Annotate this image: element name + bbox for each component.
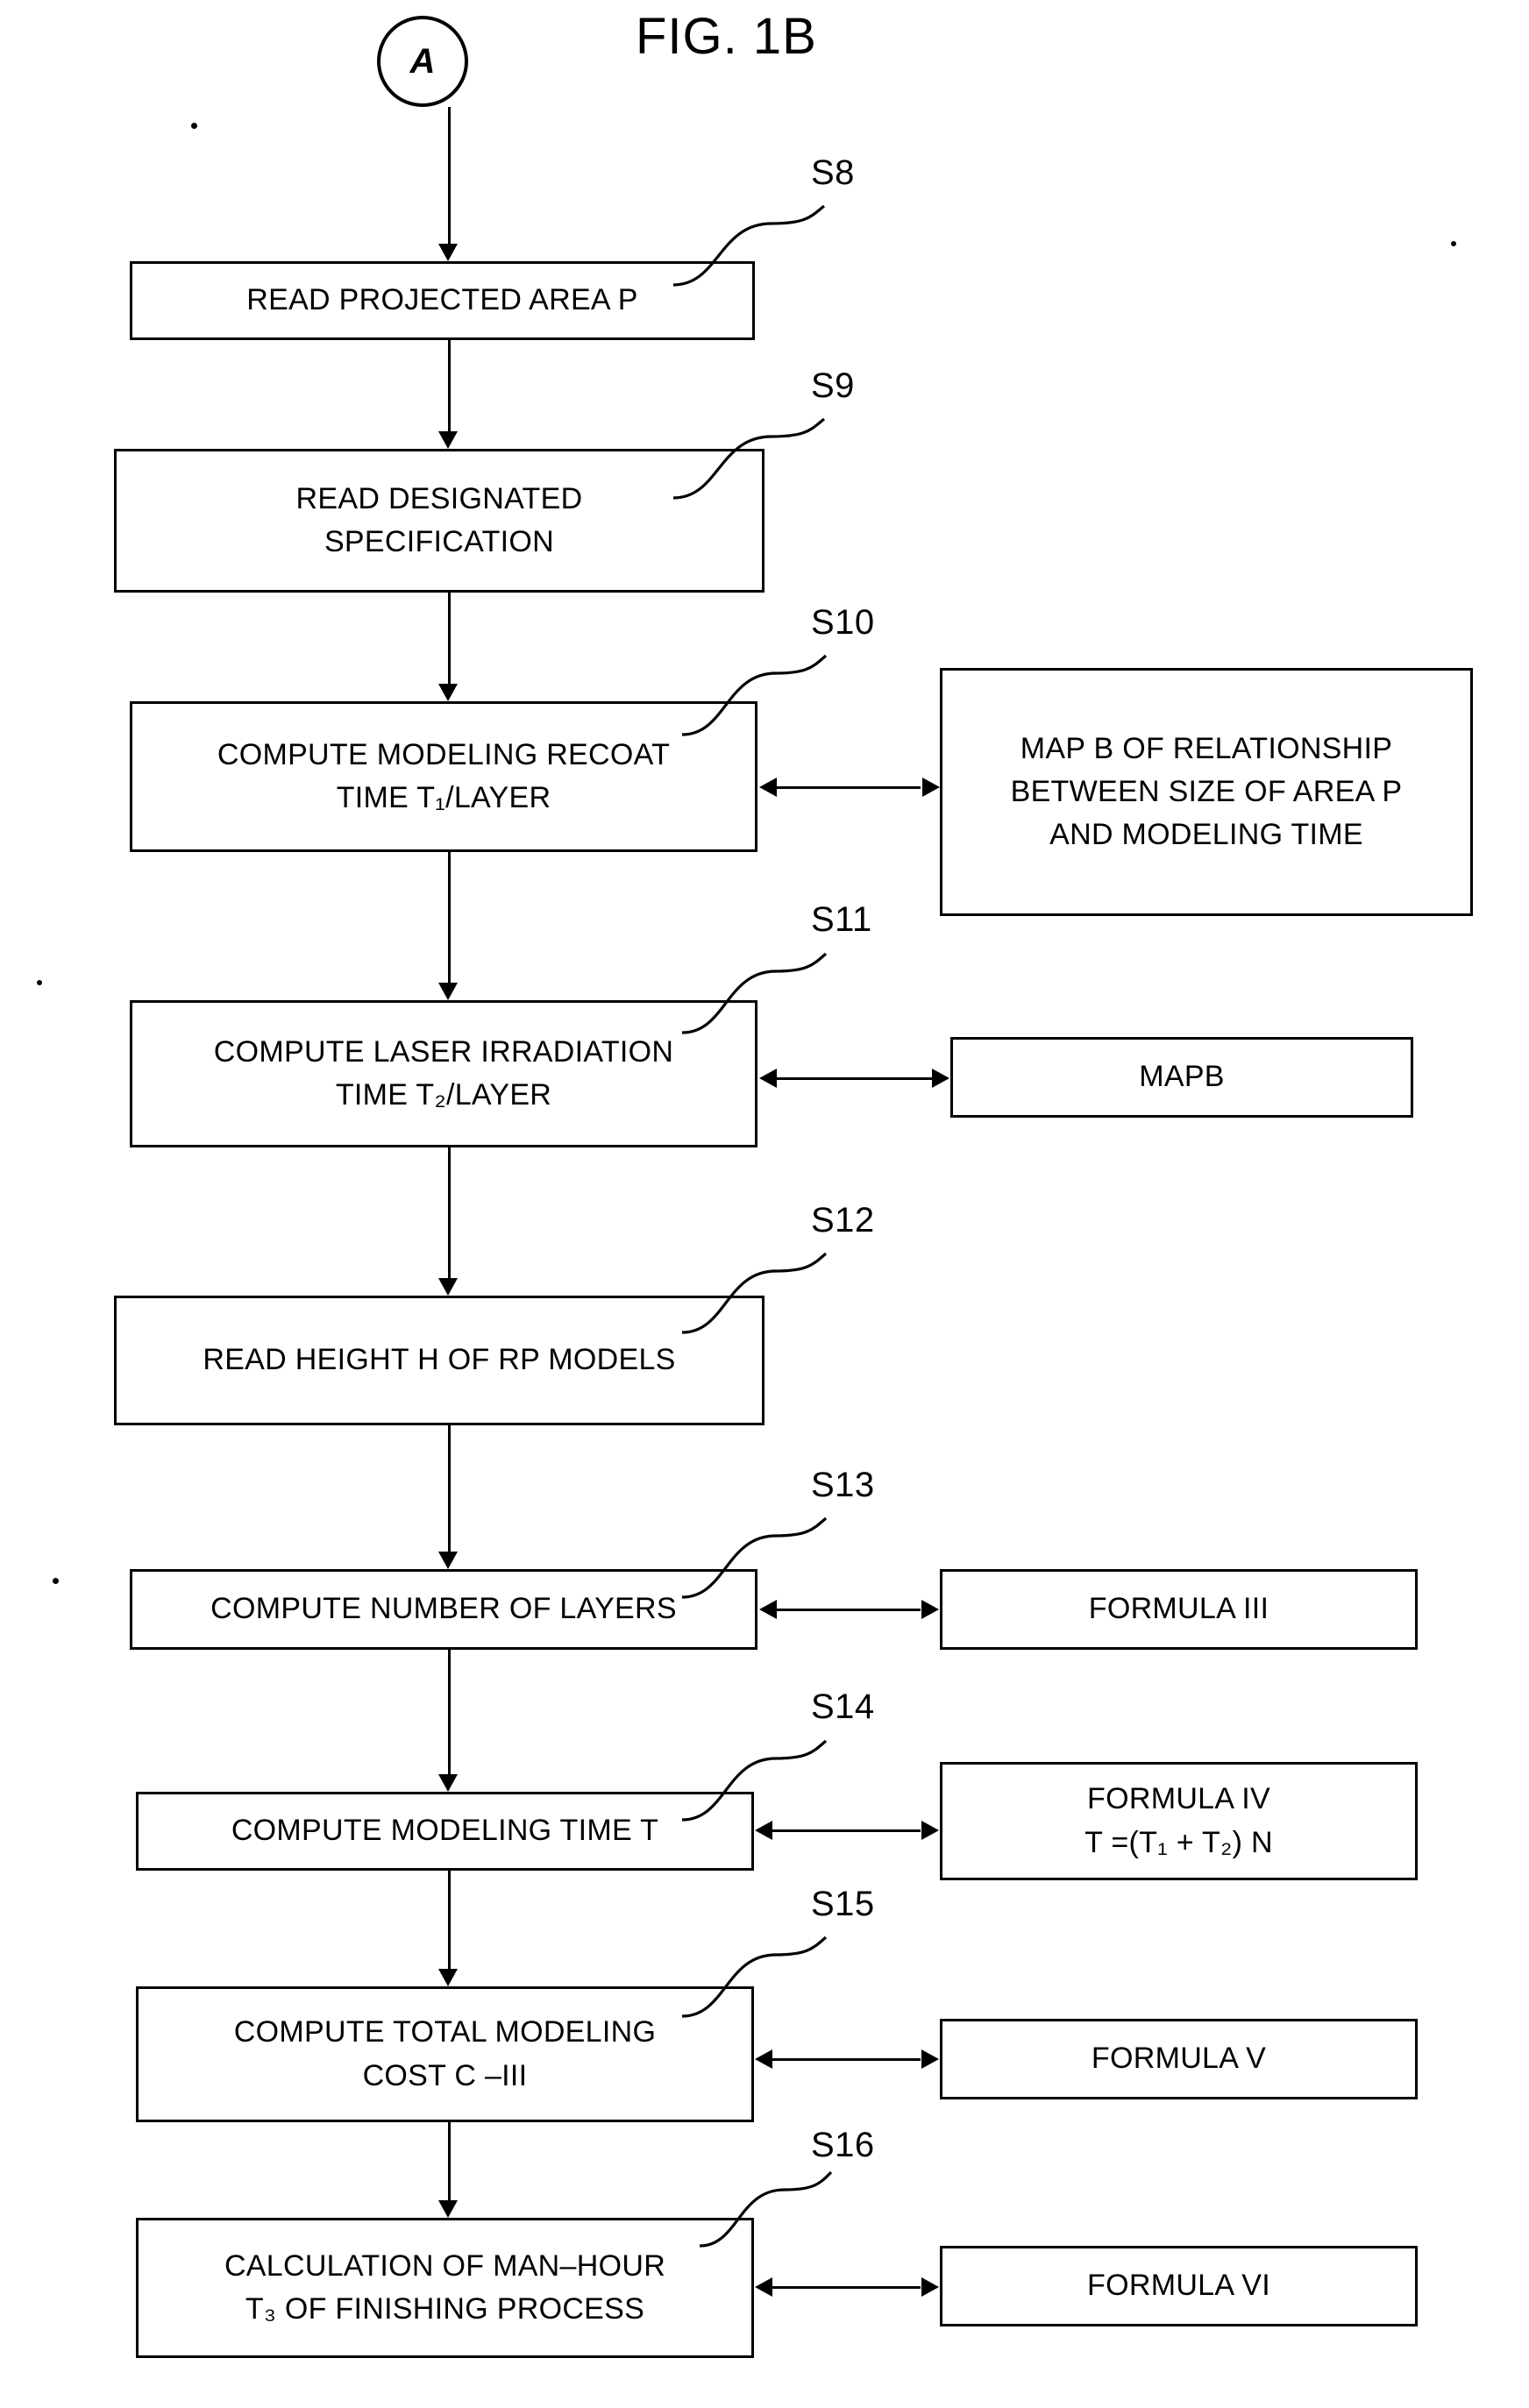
flow-line-s11-s12 [448,1147,451,1283]
flow-arrow-s14-s15 [438,1969,458,1986]
step-box-s9-line-2: SPECIFICATION [324,525,555,558]
flow-line-s8-s9 [448,340,451,437]
scan-speck [1451,241,1456,246]
step-box-s13 [130,1569,757,1650]
step-box-s8 [130,261,755,340]
link-line-s11-mapb [776,1077,932,1080]
step-box-s13-line-1: COMPUTE NUMBER OF LAYERS [210,1592,677,1626]
leader-line-s10 [675,647,859,743]
flow-arrow-a-s8 [438,244,458,261]
side-box-mapb-detail-line-3: AND MODELING TIME [1049,818,1363,852]
link-arrow-right-mapb2 [932,1069,949,1088]
link-arrow-right-formula4 [921,1821,939,1840]
flow-line-s10-s11 [448,852,451,988]
flow-line-s15-s16 [448,2122,451,2206]
step-box-s11 [130,1000,757,1147]
step-label-s10: S10 [811,603,875,642]
step-box-s10-line-1: COMPUTE MODELING RECOAT [217,737,671,771]
link-arrow-right-formula5 [921,2049,939,2069]
scan-speck [37,980,42,985]
leader-line-s11 [675,945,859,1041]
leader-line-s9 [666,410,859,507]
side-box-formula-4-line-1: FORMULA IV [1087,1782,1270,1816]
side-box-mapb-detail-line-2: BETWEEN SIZE OF AREA P [1010,774,1403,808]
figure-title: FIG. 1B [636,8,817,65]
link-arrow-left-s13 [759,1600,777,1619]
step-box-s12-line-1: READ HEIGHT H OF RP MODELS [203,1343,676,1377]
leader-line-s14 [675,1732,859,1829]
link-line-s16-formula6 [772,2286,921,2289]
link-line-s15-formula5 [772,2058,921,2061]
connector-node-a [377,16,468,107]
step-label-s8: S8 [811,153,855,192]
link-arrow-left-s16 [755,2277,772,2297]
step-box-s11-line-2: TIME T₂/LAYER [335,1078,552,1112]
link-arrow-left-s11 [759,1069,777,1088]
side-box-formula-3 [940,1569,1418,1650]
step-label-s9: S9 [811,366,855,405]
link-arrow-right-formula6 [921,2277,939,2297]
step-box-s12 [114,1296,764,1425]
side-box-mapb-detail [940,668,1473,916]
link-arrow-right-formula3 [921,1600,939,1619]
connector-node-label: A [409,41,436,81]
link-line-s14-formula4 [772,1829,921,1832]
flow-arrow-s8-s9 [438,431,458,449]
side-box-formula-4-line-2: T =(T₁ + T₂) N [1085,1825,1273,1859]
step-box-s14 [136,1792,754,1871]
flow-arrow-s13-s14 [438,1774,458,1792]
leader-line-s16 [693,2165,859,2253]
step-label-s15: S15 [811,1885,875,1923]
side-box-mapb-line-1: MAPB [1139,1060,1225,1094]
flow-line-s9-s10 [448,593,451,689]
link-arrow-right-mapb [922,778,940,797]
leader-line-s12 [675,1245,859,1341]
step-box-s16-line-1: CALCULATION OF MAN–HOUR [224,2248,666,2283]
step-label-s11: S11 [811,900,872,939]
step-box-s8-line-1: READ PROJECTED AREA P [246,283,638,317]
step-box-s10-line-2: TIME T₁/LAYER [336,781,551,814]
link-arrow-left-s14 [755,1821,772,1840]
leader-line-s15 [675,1929,859,2025]
leader-line-s13 [675,1509,859,1606]
side-box-formula-6-line-1: FORMULA VI [1087,2269,1270,2303]
flow-line-a-s8 [448,107,451,249]
step-label-s14: S14 [811,1687,875,1726]
flow-line-s14-s15 [448,1871,451,1974]
flow-arrow-s12-s13 [438,1552,458,1569]
flow-arrow-s11-s12 [438,1278,458,1296]
step-label-s13: S13 [811,1466,875,1504]
side-box-mapb [950,1037,1413,1118]
step-label-s16: S16 [811,2126,875,2164]
step-box-s11-line-1: COMPUTE LASER IRRADIATION [213,1034,674,1069]
side-box-formula-3-line-1: FORMULA III [1088,1592,1269,1626]
step-box-s15-line-1: COMPUTE TOTAL MODELING [233,2015,657,2049]
link-line-s10-mapb [776,786,921,789]
step-label-s12: S12 [811,1201,875,1240]
scan-speck [191,123,197,129]
scan-speck [53,1578,59,1584]
step-box-s15 [136,1986,754,2122]
side-box-formula-4 [940,1762,1418,1880]
link-arrow-left-s15 [755,2049,772,2069]
leader-line-s8 [666,197,859,294]
link-line-s13-formula3 [776,1609,921,1611]
flow-line-s13-s14 [448,1650,451,1779]
side-box-mapb-detail-line-1: MAP B OF RELATIONSHIP [1020,731,1393,765]
flow-arrow-s15-s16 [438,2200,458,2218]
step-box-s10 [130,701,757,852]
step-box-s16 [136,2218,754,2358]
side-box-formula-6 [940,2246,1418,2326]
step-box-s16-line-2: T₃ OF FINISHING PROCESS [245,2292,645,2326]
side-box-formula-5-line-1: FORMULA V [1091,2042,1267,2076]
step-box-s14-line-1: COMPUTE MODELING TIME T [231,1814,659,1848]
side-box-formula-5 [940,2019,1418,2099]
step-box-s9-line-1: READ DESIGNATED [295,481,583,515]
link-arrow-left-s10 [759,778,777,797]
flow-arrow-s9-s10 [438,684,458,701]
flow-arrow-s10-s11 [438,983,458,1000]
step-box-s15-line-2: COST C –III [362,2058,528,2092]
flow-line-s12-s13 [448,1425,451,1557]
